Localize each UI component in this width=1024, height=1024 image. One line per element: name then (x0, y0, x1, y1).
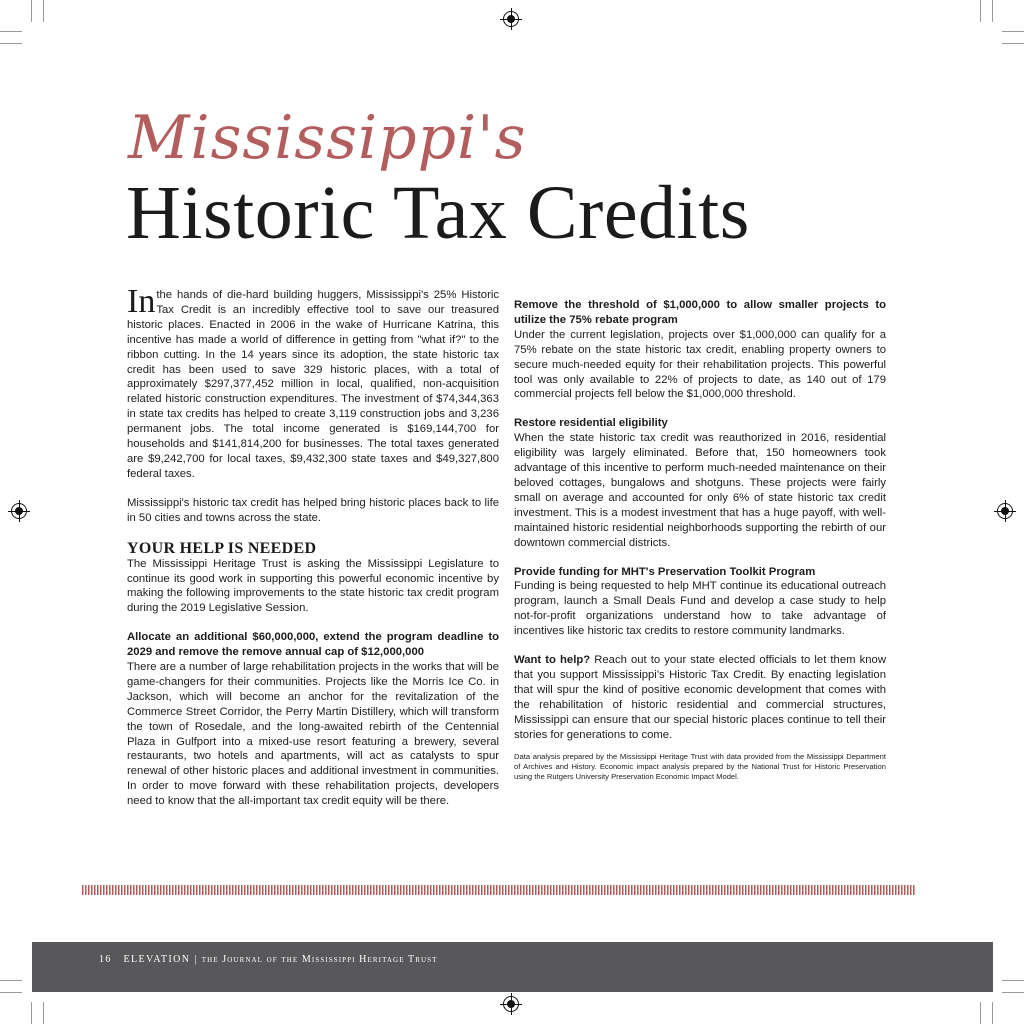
crop-mark (1002, 992, 1024, 993)
registration-mark-icon (997, 503, 1013, 519)
crop-mark (0, 31, 22, 32)
subsection-heading: Remove the threshold of $1,000,000 to allow smaller projects to utilize the 75% rebate program (514, 299, 886, 326)
crop-mark (980, 1002, 981, 1024)
crop-mark (1002, 31, 1024, 32)
decorative-rule (82, 885, 916, 895)
registration-mark-icon (11, 503, 27, 519)
crop-mark (1002, 43, 1024, 44)
crop-mark (1002, 980, 1024, 981)
crop-mark (31, 0, 32, 22)
help-paragraph: The Mississippi Heritage Trust is asking the Mississippi Legislature to continue its good work in supporting this powerful economic incentive by making the following improvements to the state historic tax credit program during the 2019 Legislative Session. (127, 557, 499, 615)
page-footer (99, 954, 438, 965)
subsection-body: When the state historic tax credit was reauthorized in 2016, residential eligibility was largely eliminated. Before that, 150 homeowners took advantage of this incentive to perform much-needed maintenance on their beloved cottages, bungalows and shotguns. These projects were fairly small on average and accounted for only 6% of state historic tax credit investment. This is a modest investment that has a huge payoff, with well-maintained historic residential neighborhoods supporting the rebirth of our downtown commercial districts. (514, 432, 886, 549)
subsection-heading: Allocate an additional $60,000,000, extend the program deadline to 2029 and remove the remove annual cap of $12,000,000 (127, 631, 499, 659)
registration-mark-icon (503, 11, 519, 27)
drop-cap: In (127, 283, 156, 320)
subsection-heading: Provide funding for MHT's Preservation Toolkit Program (514, 565, 816, 578)
crop-mark (992, 1002, 993, 1024)
intro-paragraph-2: Mississippi's historic tax credit has helped bring historic places back to life in 50 cities and towns across the state. (127, 496, 499, 524)
crop-mark (0, 992, 22, 993)
subsection-body: There are a number of large rehabilitation projects in the works that will be game-changers for their communities. Projects like the Morris Ice Co. in Jackson, which will become an anchor for the revitalization of the Commerce Street Corridor, the Perry Martin Distillery, which will transform the town of Rosedale, and the long-awaited rebirth of the Centennial Plaza in Gulfport into a mixed-use resort featuring a brewery, several restaurants, two hotels and apartments, will act as catalysts to spur renewal of other historic places and additional investment in communities. In order to move forward with these rehabilitation projects, developers need to know that the all-important tax credit equity will be there. (127, 661, 499, 808)
title-script: Mississippi's (128, 103, 527, 173)
article-column-right (514, 298, 886, 782)
registration-mark-icon (503, 996, 519, 1012)
call-to-action-lead: Want to help? (514, 654, 591, 667)
crop-mark (31, 1002, 32, 1024)
crop-mark (0, 43, 22, 44)
journal-name: the Journal of the Mississippi Heritage Trust (201, 954, 438, 965)
crop-mark (980, 0, 981, 22)
article-column-left (127, 283, 499, 809)
subsection-body: Funding is being requested to help MHT continue its educational outreach program, launch a Small Deals Fund and develop a case study to help not-for-profit organizations understand how to take advantage of incentives like historic tax credits to restore community landmarks. (514, 580, 886, 638)
intro-text: the hands of die-hard building huggers, Mississippi's 25% Historic Tax Credit is an incredibly effective tool to save our treasured historic places. Enacted in 2006 in the wake of Hurricane Katrina, this incentive has made a world of difference in getting from "what if?" to the ribbon cutting. In the 14 years since its adoption, the state historic tax credit has been used to save 329 historic places, with a total of approximately $297,377,452 million in local, qualified, non-acquisition related historic construction expenditures. The investment of $74,344,363 in state tax credits has helped to create 3,119 construction jobs and 3,236 permanent jobs. The total income generated is $169,144,700 for households and $141,814,200 for businesses. The total taxes generated are $9,242,700 for local taxes, $9,432,300 state taxes and $49,327,800 federal taxes. (127, 289, 499, 480)
footer-band (32, 942, 993, 992)
magazine-name: ELEVATION (123, 954, 191, 965)
intro-paragraph (127, 283, 499, 482)
crop-mark (992, 0, 993, 22)
crop-mark (43, 0, 44, 22)
crop-mark (0, 980, 22, 981)
call-to-action-text: Reach out to your state elected officials to let them know that you support Mississippi's Historic Tax Credit. By enacting legislation that will spur the kind of positive economic development that comes with the rehabilitation of historic residential and commercial structures, Mississippi can ensure that our special historic places continue to tell their stories for generations to come. (514, 654, 886, 741)
source-note: Data analysis prepared by the Mississippi Heritage Trust with data provided from the Mississippi Department of Archives and History. Economic impact analysis prepared by the National Trust for Historic Preservation using the Rutgers University Preservation Economic Impact Model. (514, 752, 886, 782)
subsection-body: Under the current legislation, projects over $1,000,000 can qualify for a 75% rebate on the state historic tax credit, enabling property owners to secure much-needed equity for their rehabilitation projects. This powerful tool was only available to 22% of projects to date, as 140 out of 179 commercial projects fell below the $1,000,000 threshold. (514, 328, 886, 401)
call-to-action-paragraph (514, 653, 886, 742)
page-number: 16 (99, 954, 112, 965)
section-heading: YOUR HELP IS NEEDED (127, 539, 317, 557)
page-title: Historic Tax Credits (126, 171, 750, 255)
subsection-heading: Restore residential eligibility (514, 417, 668, 430)
crop-mark (43, 1002, 44, 1024)
footer-separator: | (194, 954, 198, 965)
